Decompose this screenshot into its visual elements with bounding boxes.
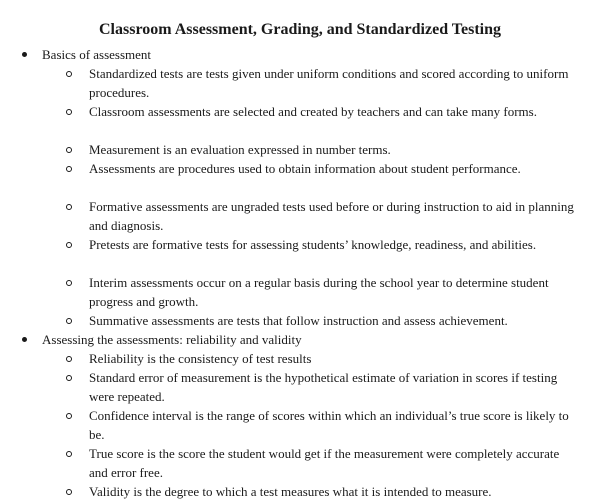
- bullet-icon: [22, 337, 27, 342]
- list-item: [89, 273, 579, 311]
- list-item: [89, 444, 579, 482]
- list-item-text: Classroom assessments are selected and created by teachers and can take many forms.: [89, 104, 537, 119]
- list-item-text: Summative assessments are tests that follow instruction and assess achievement.: [89, 313, 508, 328]
- list-item-text: True score is the score the student would get if the measurement were completely accurate and error free.: [89, 446, 560, 480]
- document-title: Classroom Assessment, Grading, and Standardized Testing: [99, 21, 501, 38]
- list-item-text: Validity is the degree to which a test measures what it is intended to measure.: [89, 484, 492, 499]
- list-item-text: Pretests are formative tests for assessing students’ knowledge, readiness, and abilities.: [89, 237, 537, 252]
- list-item: [89, 197, 579, 235]
- hollow-bullet-icon: [66, 489, 72, 495]
- hollow-bullet-icon: [66, 413, 72, 419]
- hollow-bullet-icon: [66, 375, 72, 381]
- list-item: [89, 406, 579, 444]
- hollow-bullet-icon: [66, 166, 72, 172]
- list-item: [89, 159, 579, 178]
- hollow-bullet-icon: [66, 242, 72, 248]
- list-item-text: Standardized tests are tests given under uniform conditions and scored according to uniform procedures.: [89, 66, 569, 100]
- hollow-bullet-icon: [66, 147, 72, 153]
- section-heading: [42, 330, 302, 349]
- section-heading-text: Assessing the assessments: reliability and validity: [42, 332, 302, 347]
- hollow-bullet-icon: [66, 318, 72, 324]
- list-item-text: Confidence interval is the range of scores within which an individual’s true score is likely to be.: [89, 408, 569, 442]
- list-item: [89, 482, 579, 501]
- hollow-bullet-icon: [66, 356, 72, 362]
- list-item: [89, 102, 579, 121]
- list-item-text: Assessments are procedures used to obtain information about student performance.: [89, 161, 521, 176]
- hollow-bullet-icon: [66, 109, 72, 115]
- list-item: [89, 368, 579, 406]
- list-item-text: Interim assessments occur on a regular basis during the school year to determine student progress and growth.: [89, 275, 549, 309]
- list-item: [89, 311, 579, 330]
- list-item: [89, 235, 579, 254]
- list-item-text: Standard error of measurement is the hypothetical estimate of variation in scores if testing were repeated.: [89, 370, 558, 404]
- section-heading-text: Basics of assessment: [42, 47, 152, 62]
- hollow-bullet-icon: [66, 204, 72, 210]
- list-item-text: Reliability is the consistency of test results: [89, 351, 312, 366]
- hollow-bullet-icon: [66, 451, 72, 457]
- section-heading: [42, 45, 151, 64]
- bullet-icon: [22, 52, 27, 57]
- list-item: [89, 140, 579, 159]
- hollow-bullet-icon: [66, 71, 72, 77]
- list-item: [89, 64, 579, 102]
- list-item: [89, 349, 579, 368]
- list-item-text: Formative assessments are ungraded tests used before or during instruction to aid in planning and diagnosis.: [89, 199, 574, 233]
- list-item-text: Measurement is an evaluation expressed in number terms.: [89, 142, 391, 157]
- hollow-bullet-icon: [66, 280, 72, 286]
